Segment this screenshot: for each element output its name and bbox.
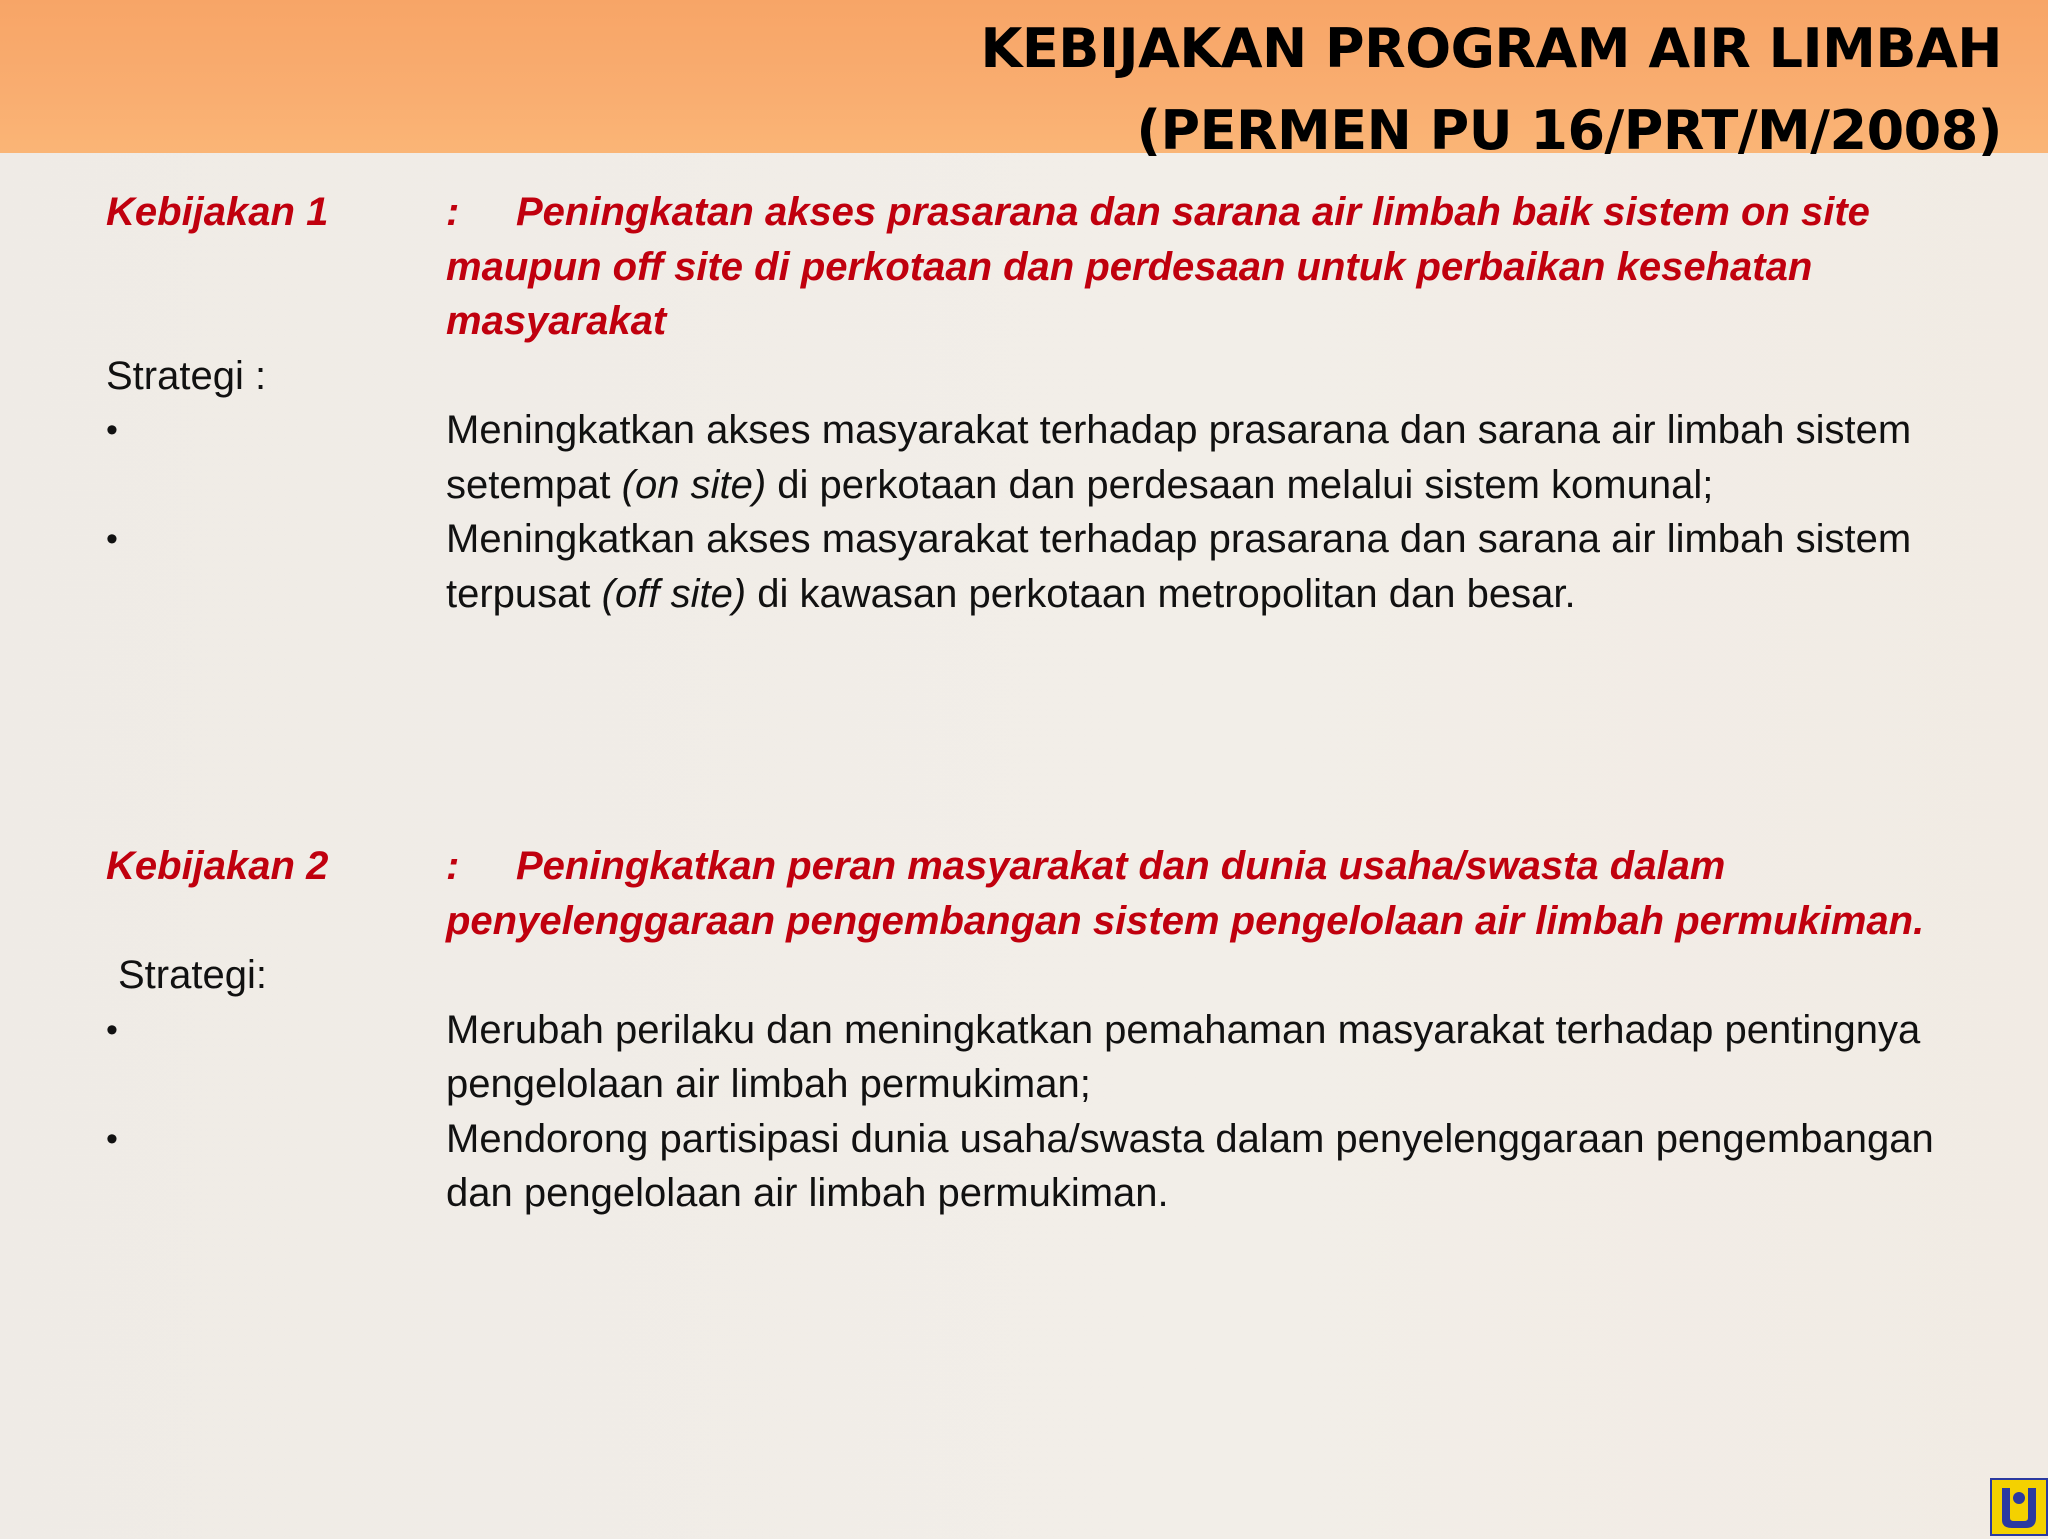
strategy-emphasis: (off site)	[601, 571, 747, 616]
bullet-icon: •	[106, 411, 118, 449]
policy-2-strategy-2-text: Mendorong partisipasi dunia usaha/swasta dalam penyelenggaraan pengembangan dan pengelolaan air limbah permukiman.	[446, 1116, 1934, 1215]
policy-2-strategy-1-text: Merubah perilaku dan meningkatkan pemahaman masyarakat terhadap pentingnya pengelolaan air limbah permukiman;	[446, 1007, 1921, 1106]
policy-1-label: Kebijakan 1	[106, 190, 329, 234]
policy-2-colon: :	[446, 844, 460, 888]
slide-title	[981, 8, 2002, 172]
bullet-icon: •	[106, 1010, 118, 1049]
policy-2-strategy-label: Strategi:	[118, 953, 267, 997]
policy-2-strategy-item	[106, 1003, 1986, 1112]
policy-1-strategy-item	[106, 512, 1986, 621]
policy-1-colon: :	[446, 190, 460, 234]
policy-2-text-block	[446, 839, 2026, 948]
policy-1-section	[106, 185, 1986, 621]
strategy-text-part: di kawasan perkotaan metropolitan dan besar.	[746, 571, 1576, 616]
strategy-text-part: Meningkatkan akses masyarakat terhadap prasarana dan sarana air limbah sistem setempat	[446, 408, 1912, 507]
strategy-text-part: Meningkatkan akses masyarakat terhadap prasarana dan sarana air limbah sistem terpusat	[446, 517, 1912, 616]
policy-1-strategy-1-text	[446, 403, 2006, 512]
policy-1-text: Peningkatan akses prasarana dan sarana air limbah baik sistem on site maupun off site di perkotaan dan perdesaan untuk perbaikan kesehatan masyarakat	[446, 190, 1870, 343]
strategy-text-part: di perkotaan dan perdesaan melalui sistem komunal;	[766, 462, 1714, 507]
policy-1-text-block	[446, 185, 2026, 349]
pu-logo-graphic	[1992, 1480, 2046, 1534]
pu-logo-icon	[1990, 1478, 2048, 1536]
policy-2-label: Kebijakan 2	[106, 844, 329, 888]
policy-2-section	[106, 839, 1986, 1221]
policy-2-strategy-item	[106, 1112, 1986, 1221]
title-line-1: KEBIJAKAN PROGRAM AIR LIMBAH	[980, 17, 2002, 80]
header-banner	[0, 0, 2048, 162]
policy-1-strategy-2-text	[446, 512, 2006, 621]
policy-1-strategy-label: Strategi :	[106, 353, 267, 398]
bullet-icon: •	[106, 1119, 118, 1158]
policy-2-text: Peningkatkan peran masyarakat dan dunia usaha/swasta dalam penyelenggaraan pengembangan sistem pengelolaan air limbah permukiman.	[446, 844, 1925, 943]
bullet-icon: •	[106, 520, 118, 558]
title-line-2: (PERMEN PU 16/PRT/M/2008)	[1136, 99, 2002, 162]
policy-1-strategy-item	[106, 403, 1986, 512]
strategy-emphasis: (on site)	[621, 462, 767, 507]
